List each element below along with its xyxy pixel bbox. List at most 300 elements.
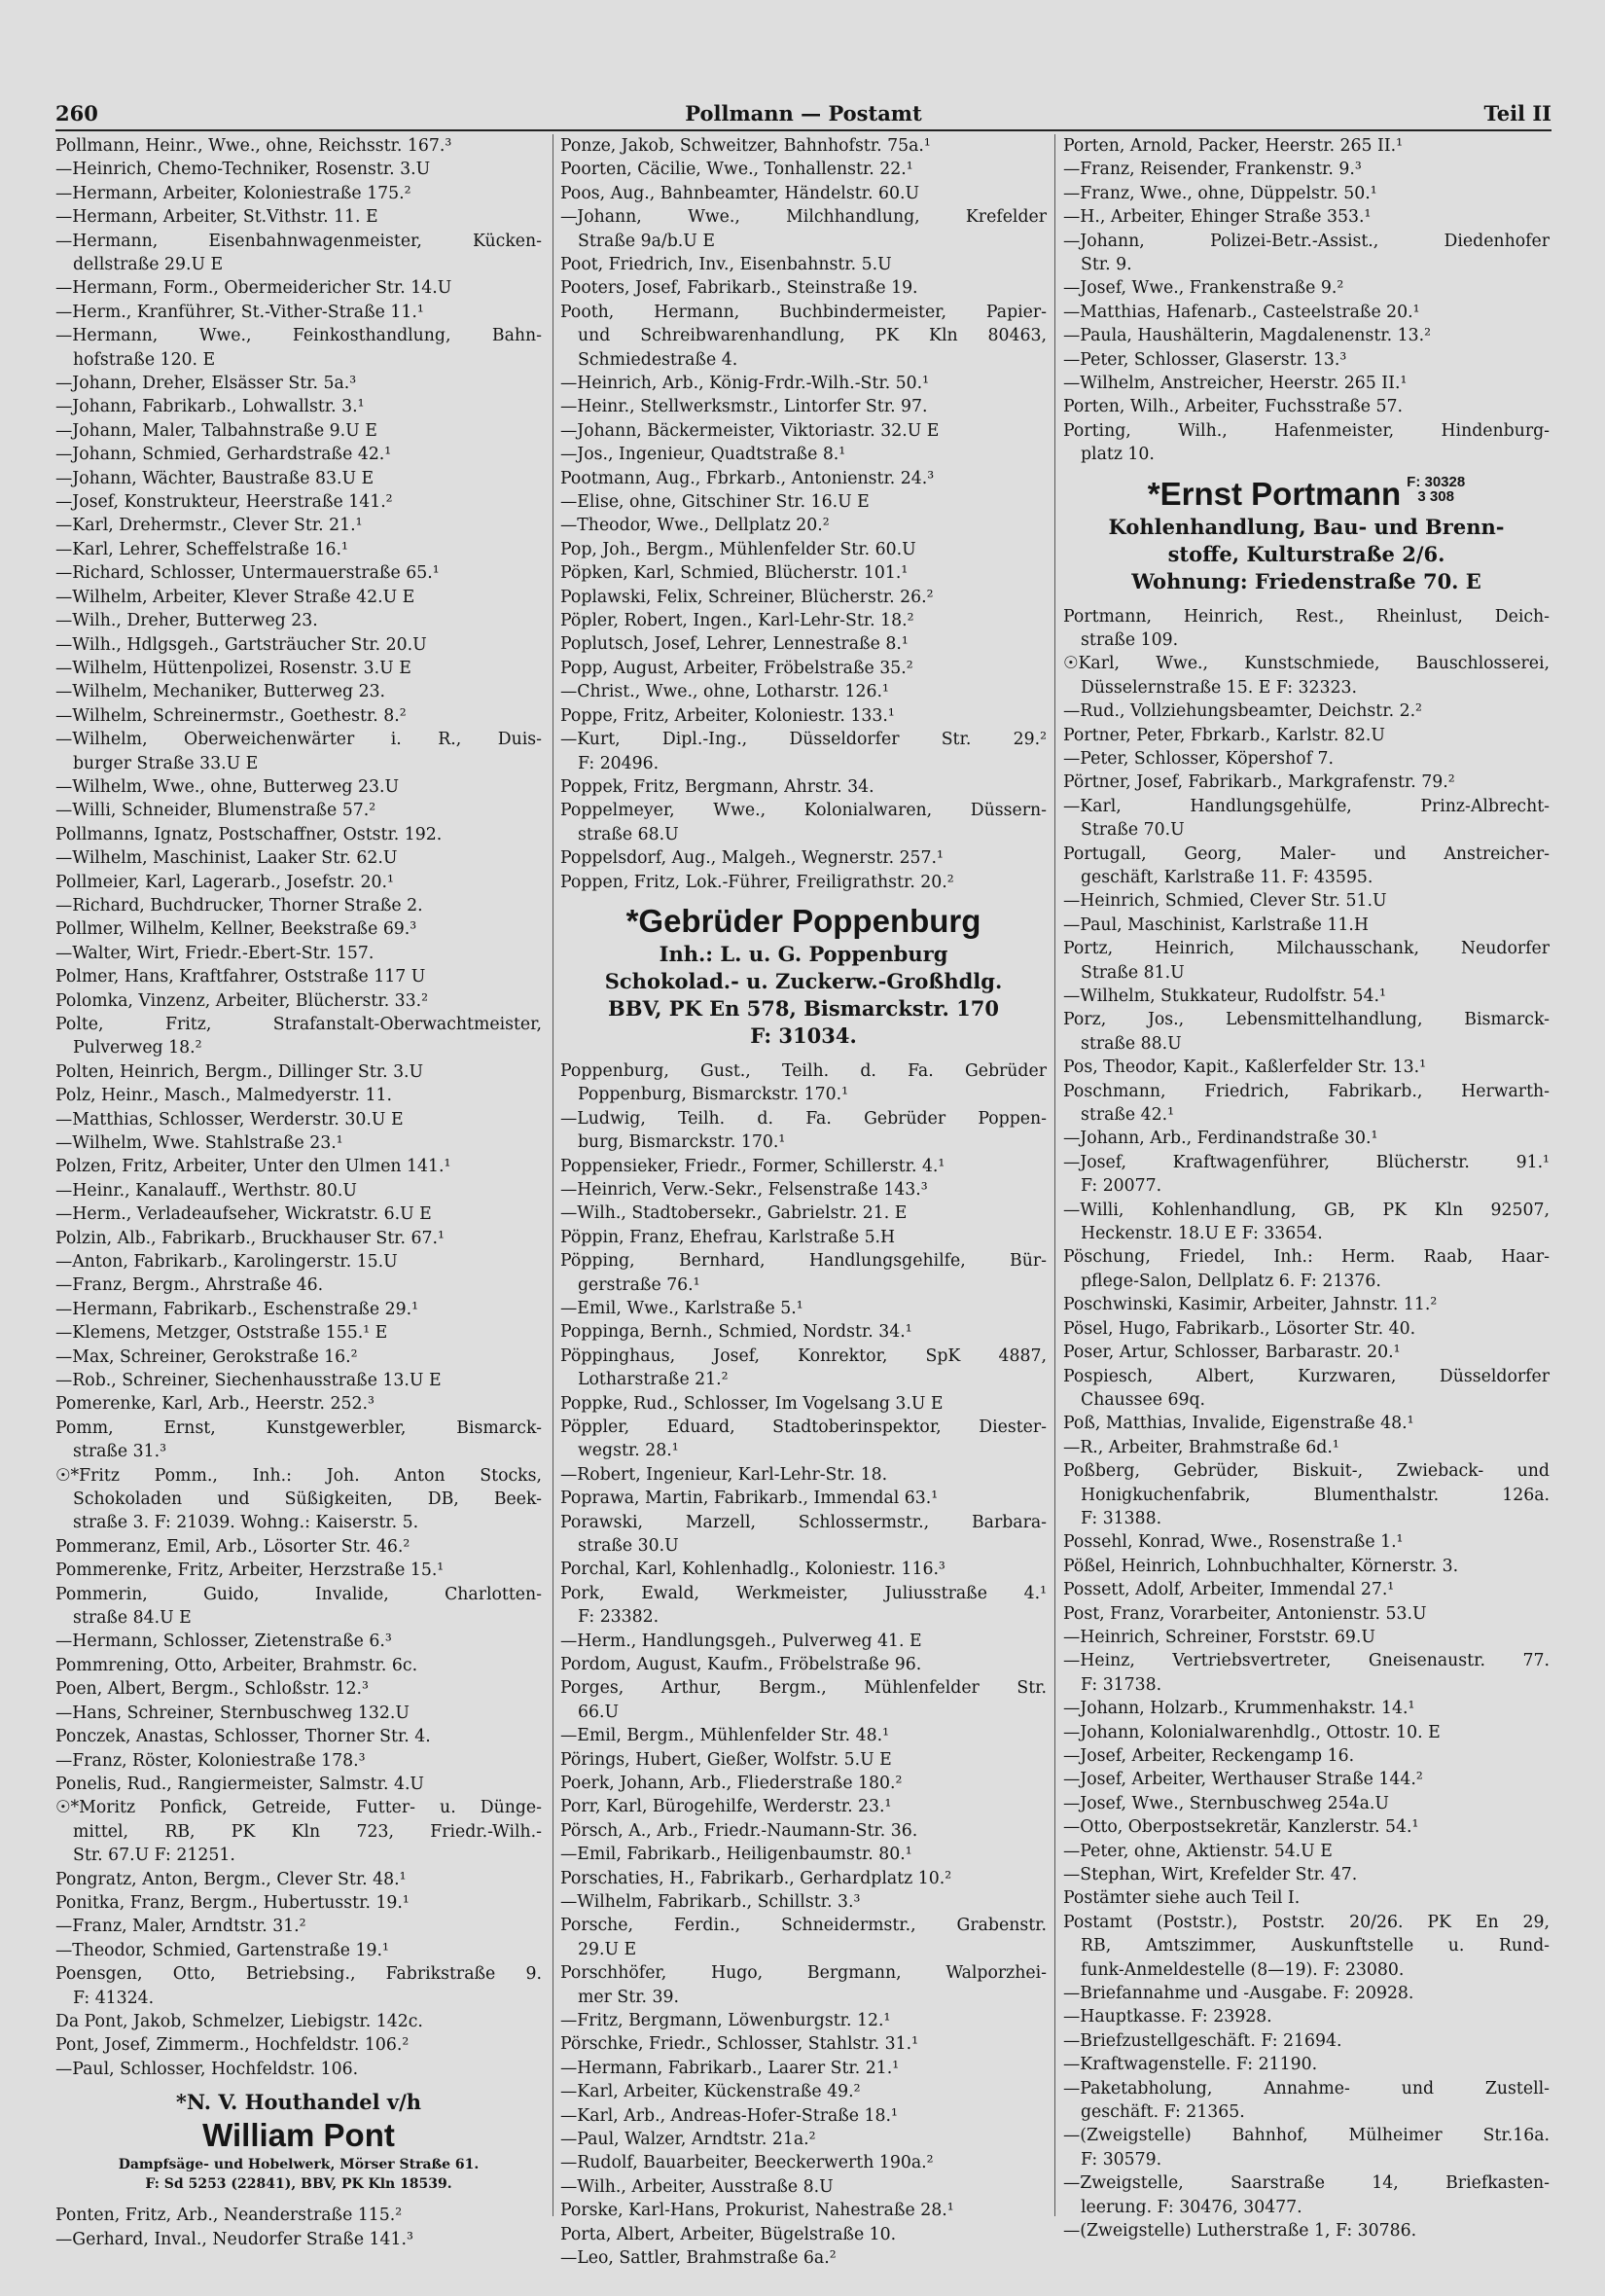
directory-entry: [1063, 1151, 1550, 1199]
directory-entry: [1063, 1815, 1550, 1839]
directory-entry: [560, 514, 1047, 537]
directory-entry: [1063, 985, 1550, 1008]
directory-column-2: [560, 134, 1047, 2270]
directory-entry: [560, 1772, 1047, 1795]
directory-entry: [55, 1962, 542, 2010]
entry-line: Pörings, Hubert, Gießer, Wolfstr. 5.U E: [560, 1749, 892, 1770]
directory-entry: [560, 1914, 1047, 1961]
directory-entry: [55, 799, 542, 822]
directory-entry: [55, 657, 542, 680]
ad-title-text: *Ernst Portmann: [1147, 475, 1402, 512]
entry-line: Pont, Josef, Zimmerm., Hochfeldstr. 106.²: [55, 2035, 410, 2056]
entry-line: straße 3. F: 21039. Wohng.: Kaiserstr. 5.: [73, 1513, 419, 1533]
entry-line: Pollmanns, Ignatz, Postschaffner, Oststr. 192.: [55, 824, 443, 844]
directory-entry: [55, 1868, 542, 1891]
advertisement: [1063, 475, 1550, 595]
ad-title-text: *Gebrüder Poppenburg: [625, 902, 981, 939]
directory-entry: [55, 1131, 542, 1155]
directory-entry: [1063, 276, 1550, 300]
directory-entry: [1063, 914, 1550, 937]
directory-entry: [1063, 134, 1550, 158]
entry-line: F: 30579.: [1081, 2149, 1162, 2170]
directory-entry: [55, 1725, 542, 1748]
entry-line: mer Str. 39.: [578, 1987, 679, 2007]
directory-entry: [55, 680, 542, 703]
directory-entry: [1063, 2219, 1550, 2242]
directory-entry: [1063, 1056, 1550, 1079]
directory-entry: [560, 1653, 1047, 1676]
entry-line: Porchal, Karl, Kohlenhadlg., Koloniestr. 116.³: [560, 1560, 945, 1580]
entry-line: straße 30.U: [578, 1535, 679, 1556]
directory-entry: [55, 205, 542, 229]
column-divider: [1054, 134, 1055, 2216]
directory-entry: [560, 1107, 1047, 1155]
entry-line: Porta, Albert, Arbeiter, Bügelstraße 10.: [560, 2224, 897, 2244]
entry-line: Düsselernstraße 15. E F: 32323.: [1081, 677, 1357, 698]
directory-entry: [55, 917, 542, 941]
directory-entry: [560, 704, 1047, 728]
directory-entry: [560, 2057, 1047, 2080]
ad-title: [55, 2116, 542, 2155]
entry-line: Poppenburg, Gust., Teilh. d. Fa. Gebrüder: [560, 1060, 1047, 1081]
ad-phone: [1407, 475, 1465, 504]
entry-line: —Rud., Vollziehungsbeamter, Deichstr. 2.²: [1063, 701, 1422, 722]
directory-entry: [1063, 1080, 1550, 1128]
directory-entry: [55, 490, 542, 514]
directory-entry: [560, 1676, 1047, 1724]
entry-line: —Hermann, Arbeiter, Koloniestraße 175.²: [55, 183, 411, 203]
entry-line: F: 31388.: [1081, 1508, 1162, 1528]
directory-entry: [55, 1702, 542, 1725]
entry-line: —Johann, Wächter, Baustraße 83.U E: [55, 468, 374, 488]
entry-line: —Jos., Ingenieur, Quadtstraße 8.¹: [560, 445, 846, 465]
directory-entry: [1063, 937, 1550, 985]
directory-entry: [1063, 724, 1550, 747]
entry-line: Polzen, Fritz, Arbeiter, Unter den Ulmen 141.¹: [55, 1157, 451, 1177]
entry-line: —Johann, Arb., Ferdinandstraße 30.¹: [1063, 1129, 1378, 1149]
entry-line: Pörschke, Friedr., Schlosser, Stahlstr. 31.¹: [560, 2034, 919, 2055]
entry-line: —Franz, Bergm., Ahrstraße 46.: [55, 1275, 324, 1296]
entry-line: —Karl, Arb., Andreas-Hofer-Straße 18.¹: [560, 2105, 898, 2126]
entry-line: Str. 9.: [1081, 255, 1132, 275]
directory-entry: [560, 1748, 1047, 1772]
directory-entry: [560, 1487, 1047, 1510]
entry-line: —Theodor, Wwe., Dellplatz 20.²: [560, 516, 830, 536]
entry-line: Pomerenke, Karl, Arb., Heerstr. 252.³: [55, 1394, 374, 1415]
directory-entry: [1063, 158, 1550, 181]
entry-line: —Wilhelm, Fabrikarb., Schillstr. 3.³: [560, 1892, 861, 1913]
entry-line: —Wilhelm, Mechaniker, Butterweg 23.: [55, 682, 386, 702]
entry-line: —Paul, Maschinist, Karlstraße 11.H: [1063, 915, 1369, 935]
directory-entry: [560, 395, 1047, 418]
directory-entry: [560, 2175, 1047, 2199]
entry-line: Ponczek, Anastas, Schlosser, Thorner Str. 4.: [55, 1727, 431, 1747]
entry-line: Poppelsdorf, Aug., Malgeh., Wegnerstr. 257.¹: [560, 848, 944, 869]
entry-line: Porz, Jos., Lebensmittelhandlung, Bismarck-: [1063, 1010, 1550, 1030]
entry-line: —Gerhard, Inval., Neudorfer Straße 141.³: [55, 2229, 413, 2249]
directory-entry: [55, 1013, 542, 1060]
entry-line: —Briefzustellgeschäft. F: 21694.: [1063, 2030, 1342, 2051]
ad-line: BBV, PK En 578, Bismarckstr. 170: [607, 995, 1000, 1021]
directory-entry: [560, 1392, 1047, 1416]
directory-entry: [55, 230, 542, 277]
entry-line: Portugall, Georg, Maler- und Anstreicher-: [1063, 843, 1550, 864]
directory-entry: [560, 1582, 1047, 1630]
entry-line: —Franz, Maler, Arndtstr. 31.²: [55, 1917, 306, 1937]
directory-entry: [55, 182, 542, 205]
entry-line: straße 84.U E: [73, 1608, 192, 1629]
entry-line: F: 20077.: [1081, 1176, 1162, 1197]
directory-entry: [55, 1677, 542, 1701]
directory-entry: [55, 1155, 542, 1178]
directory-entry: [560, 1843, 1047, 1866]
entry-line: —Josef, Wwe., Sternbuschweg 254a.U: [1063, 1793, 1389, 1813]
entry-line: —Kurt, Dipl.-Ing., Düsseldorfer Str. 29.²: [560, 730, 1047, 750]
entry-line: —Josef, Konstrukteur, Heerstraße 141.²: [55, 492, 393, 513]
directory-entry: [560, 1463, 1047, 1487]
directory-entry: [55, 2228, 542, 2251]
entry-line: Porschaties, H., Fabrikarb., Gerhardplatz 10.²: [560, 1868, 952, 1888]
directory-entry: [560, 680, 1047, 703]
entry-line: Polten, Heinrich, Bergm., Dillinger Str. 3.U: [55, 1061, 424, 1082]
directory-entry: [560, 1630, 1047, 1653]
entry-line: —Josef, Arbeiter, Reckengamp 16.: [1063, 1745, 1355, 1766]
entry-line: —Hermann, Fabrikarb., Eschenstraße 29.¹: [55, 1299, 419, 1319]
entry-line: —Wilhelm, Oberweichenwärter i. R., Duis-: [55, 730, 542, 750]
entry-line: —Johann, Kolonialwarenhdlg., Ottostr. 10. E: [1063, 1722, 1441, 1742]
directory-entry: [55, 775, 542, 799]
directory-entry: [1063, 1768, 1550, 1791]
entry-line: —Wilh., Hdlgsgeh., Gartsträucher Str. 20.U: [55, 634, 427, 655]
page-header: [55, 101, 1552, 128]
entry-line: F: 41324.: [73, 1988, 155, 2008]
entry-line: —Wilhelm, Arbeiter, Klever Straße 42.U E: [55, 587, 415, 607]
entry-line: Polz, Heinr., Masch., Malmedyerstr. 11.: [55, 1086, 392, 1106]
entry-line: Straße 81.U: [1081, 962, 1185, 983]
directory-entry: [560, 1819, 1047, 1843]
directory-entry: [1063, 1555, 1550, 1578]
entry-line: Poot, Friedrich, Inv., Eisenbahnstr. 5.U: [560, 255, 892, 275]
directory-entry: [1063, 395, 1550, 418]
directory-entry: [55, 871, 542, 894]
directory-entry: [1063, 700, 1550, 723]
entry-line: —Wilhelm, Wwe. Stahlstraße 23.¹: [55, 1133, 343, 1153]
directory-entry: [1063, 2124, 1550, 2171]
entry-line: Straße 70.U: [1081, 820, 1185, 841]
directory-entry: [560, 2246, 1047, 2270]
directory-entry: [560, 2104, 1047, 2128]
entry-line: Porschhöfer, Hugo, Bergmann, Walporzhei-: [560, 1963, 1047, 1984]
entry-line: Straße 9a/b.U E: [578, 231, 715, 251]
directory-entry: [55, 1369, 542, 1392]
entry-line: F: 20496.: [578, 753, 660, 773]
entry-line: Pörtner, Josef, Fabrikarb., Markgrafenstr. 79.²: [1063, 772, 1455, 793]
directory-entry: [1063, 843, 1550, 890]
directory-entry: [560, 1202, 1047, 1225]
entry-line: —Johann, Schmied, Gerhardstraße 42.¹: [55, 445, 392, 465]
directory-entry: [560, 632, 1047, 656]
directory-entry: [560, 846, 1047, 870]
entry-line: Pordom, August, Kaufm., Fröbelstraße 96.: [560, 1654, 922, 1674]
directory-entry: [55, 1654, 542, 1677]
entry-line: Poppelmeyer, Wwe., Kolonialwaren, Düssern-: [560, 801, 1047, 821]
entry-line: Polzin, Alb., Fabrikarb., Bruckhauser Str. 67.¹: [55, 1228, 445, 1248]
entry-line: Popp, August, Arbeiter, Fröbelstraße 35.²: [560, 658, 913, 678]
entry-line: Polmer, Hans, Kraftfahrer, Oststraße 117 U: [55, 967, 426, 987]
entry-line: Poen, Albert, Bergm., Schloßstr. 12.³: [55, 1679, 369, 1700]
entry-line: —Otto, Oberpostsekretär, Kanzlerstr. 54.¹: [1063, 1817, 1419, 1838]
entry-line: Pöschung, Friedel, Inh.: Herm. Raab, Haar-: [1063, 1247, 1550, 1268]
directory-entry: [55, 538, 542, 561]
entry-line: Poschwinski, Kasimir, Arbeiter, Jahnstr. 11.²: [1063, 1295, 1438, 1315]
entry-line: Porten, Wilh., Arbeiter, Fuchsstraße 57.: [1063, 397, 1403, 417]
entry-line: Poschmann, Friedrich, Fabrikarb., Herwarth-: [1063, 1081, 1550, 1101]
directory-entry: [560, 1724, 1047, 1747]
entry-line: —Matthias, Hafenarb., Casteelstraße 20.¹: [1063, 302, 1420, 322]
entry-line: RB, Amtszimmer, Auskunftstelle u. Rund-: [1081, 1936, 1550, 1956]
entry-line: Porten, Arnold, Packer, Heerstr. 265 II.¹: [1063, 136, 1404, 156]
entry-line: Poppinga, Bernh., Schmied, Nordstr. 34.¹: [560, 1322, 912, 1343]
directory-entry: [55, 1321, 542, 1345]
entry-line: —(Zweigstelle) Lutherstraße 1, F: 30786.: [1063, 2220, 1417, 2241]
entry-line: —Paul, Walzer, Arndtstr. 21a.²: [560, 2130, 816, 2150]
directory-entry: [55, 942, 542, 965]
entry-line: straße 88.U: [1081, 1033, 1182, 1054]
entry-line: F: 23382.: [578, 1607, 660, 1628]
directory-entry: [55, 467, 542, 490]
entry-line: Poppenburg, Bismarckstr. 170.¹: [578, 1085, 849, 1105]
directory-entry: [55, 633, 542, 657]
entry-line: —Johann, Maler, Talbahnstraße 9.U E: [55, 420, 377, 441]
directory-entry: [560, 1297, 1047, 1320]
entry-line: Heckenstr. 18.U E F: 33654.: [1081, 1224, 1323, 1244]
directory-entry: [55, 1392, 542, 1416]
entry-line: platz 10.: [1081, 445, 1155, 465]
entry-line: Pöppin, Franz, Ehefrau, Karlstraße 5.H: [560, 1227, 896, 1247]
directory-entry: [55, 395, 542, 418]
directory-entry: [55, 704, 542, 728]
directory-entry: [55, 134, 542, 158]
directory-entry: [55, 372, 542, 395]
entry-line: funk-Anmeldestelle (8—19). F: 23080.: [1081, 1959, 1405, 1980]
directory-entry: [560, 467, 1047, 490]
page-number: 260: [55, 101, 98, 126]
entry-line: gerstraße 76.¹: [578, 1274, 700, 1295]
directory-entry: [560, 1059, 1047, 1107]
entry-line: hofstraße 120. E: [73, 349, 216, 370]
entry-line: —Elise, ohne, Gitschiner Str. 16.U E: [560, 492, 870, 513]
directory-entry: [55, 894, 542, 917]
directory-entry: [1063, 1459, 1550, 1530]
directory-entry: [55, 1915, 542, 1938]
entry-line: —Josef, Arbeiter, Werthauser Straße 144.²: [1063, 1770, 1423, 1790]
entry-line: Porsche, Ferdin., Schneidermstr., Grabenstr.: [560, 1916, 1047, 1936]
entry-line: —H., Arbeiter, Ehinger Straße 353.¹: [1063, 207, 1372, 228]
directory-entry: [1063, 1911, 1550, 1982]
entry-line: burger Straße 33.U E: [73, 753, 259, 773]
entry-line: Porske, Karl-Hans, Prokurist, Nahestraße 28.¹: [560, 2201, 954, 2221]
entry-line: leerung. F: 30476, 30477.: [1081, 2197, 1302, 2217]
entry-line: —Richard, Buchdrucker, Thorner Straße 2.: [55, 895, 423, 915]
directory-entry: [1063, 1127, 1550, 1150]
entry-line: —Josef, Kraftwagenführer, Blücherstr. 91.¹: [1063, 1152, 1550, 1172]
directory-entry: [55, 419, 542, 443]
directory-entry: [560, 1249, 1047, 1297]
directory-entry: [1063, 2077, 1550, 2125]
entry-line: Pomm, Ernst, Kunstgewerbler, Bismarck-: [55, 1417, 542, 1438]
entry-line: straße 42.¹: [1081, 1105, 1175, 1126]
entry-line: —Wilh., Stadtobersekr., Gabrielstr. 21. E: [560, 1203, 908, 1224]
directory-entry: [55, 1417, 542, 1464]
entry-line: —Johann, Dreher, Elsässer Str. 5a.³: [55, 374, 357, 394]
part-label: Teil II: [1483, 101, 1552, 126]
entry-line: —Hermann, Schlosser, Zietenstraße 6.³: [55, 1632, 392, 1652]
directory-entry: [1063, 2171, 1550, 2219]
header-rule: [55, 129, 1552, 131]
ad-prefix: *N. V. Houthandel v/h: [175, 2090, 422, 2115]
directory-entry: [560, 158, 1047, 181]
entry-line: —Peter, Schlosser, Glaserstr. 13.³: [1063, 349, 1347, 370]
entry-line: —Heinrich, Verw.-Sekr., Felsenstraße 143.³: [560, 1179, 928, 1200]
directory-entry: [1063, 771, 1550, 794]
directory-entry: [560, 538, 1047, 561]
advertisement: [560, 902, 1047, 1050]
entry-line: Poppke, Rud., Schlosser, Im Vogelsang 3.U E: [560, 1393, 944, 1414]
directory-entry: [1063, 1530, 1550, 1554]
entry-line: Pospiesch, Albert, Kurzwaren, Düsseldorfer: [1063, 1366, 1550, 1386]
entry-line: —Johann, Polizei-Betr.-Assist., Diedenhofer: [1063, 231, 1550, 251]
directory-entry: [1063, 1886, 1550, 1910]
directory-entry: [560, 2080, 1047, 2103]
entry-line: —Rob., Schreiner, Siechenhausstraße 13.U E: [55, 1371, 442, 1391]
ad-line: Schokolad.- u. Zuckerw.-Großhdlg.: [604, 968, 1003, 993]
ad-phone-number: F: 30328: [1407, 473, 1466, 490]
ad-line: Kohlenhandlung, Bau- und Brenn-: [1108, 514, 1505, 539]
directory-entry: [560, 443, 1047, 466]
directory-entry: [1063, 1293, 1550, 1316]
entry-line: —Johann, Fabrikarb., Lohwallstr. 3.¹: [55, 397, 365, 417]
directory-entry: [55, 324, 542, 372]
directory-entry: [1063, 1412, 1550, 1435]
entry-line: straße 109.: [1081, 630, 1179, 651]
ad-line: Dampfsäge- und Hobelwerk, Mörser Straße 61.: [118, 2157, 480, 2173]
entry-line: —Klemens, Metzger, Oststraße 155.¹ E: [55, 1323, 388, 1344]
directory-entry: [560, 1961, 1047, 2009]
entry-line: —Josef, Wwe., Frankenstraße 9.²: [1063, 278, 1344, 299]
directory-entry: [560, 490, 1047, 514]
directory-entry: [55, 1084, 542, 1107]
directory-entry: [55, 561, 542, 585]
directory-entry: [560, 1226, 1047, 1249]
entry-line: Pommrening, Otto, Arbeiter, Brahmstr. 6c.: [55, 1655, 418, 1675]
directory-entry: [1063, 889, 1550, 913]
entry-line: Portmann, Heinrich, Rest., Rheinlust, Deich-: [1063, 606, 1550, 627]
directory-entry: [1063, 1341, 1550, 1364]
entry-line: Possett, Adolf, Arbeiter, Immendal 27.¹: [1063, 1580, 1395, 1600]
directory-entry: [55, 1630, 542, 1653]
entry-line: —Richard, Schlosser, Untermauerstraße 65.¹: [55, 563, 440, 584]
directory-entry: [55, 1345, 542, 1369]
directory-entry: [560, 301, 1047, 372]
directory-entry: [560, 871, 1047, 894]
directory-entry: [1063, 2053, 1550, 2076]
entry-line: Polomka, Vinzenz, Arbeiter, Blücherstr. 33.²: [55, 990, 429, 1011]
entry-line: —Hermann, Arbeiter, St.Vithstr. 11. E: [55, 207, 378, 228]
directory-entry: [560, 2151, 1047, 2174]
entry-line: —Fritz, Bergmann, Löwenburgstr. 12.¹: [560, 2011, 891, 2031]
directory-entry: [55, 609, 542, 632]
entry-line: Pößel, Heinrich, Lohnbuchhalter, Körnerstr. 3.: [1063, 1556, 1459, 1576]
entry-line: —Peter, Schlosser, Köpershof 7.: [1063, 749, 1334, 770]
entry-line: Honigkuchenfabrik, Blumenthalstr. 126a.: [1081, 1485, 1550, 1505]
directory-entry: [1063, 182, 1550, 205]
entry-line: Poppen, Fritz, Lok.-Führer, Freiligrathstr. 20.²: [560, 872, 954, 892]
entry-line: —Wilh., Dreher, Butterweg 23.: [55, 611, 318, 631]
directory-entry: [560, 2032, 1047, 2056]
directory-entry: [560, 2009, 1047, 2032]
entry-line: —R., Arbeiter, Brahmstraße 6d.¹: [1063, 1437, 1339, 1457]
directory-entry: [560, 1320, 1047, 1344]
entry-line: —Wilhelm, Stukkateur, Rudolfstr. 54.¹: [1063, 987, 1386, 1007]
ad-line: stoffe, Kulturstraße 2/6.: [1167, 541, 1445, 566]
directory-entry: [55, 989, 542, 1013]
entry-line: Poos, Aug., Bahnbeamter, Händelstr. 60.U: [560, 183, 920, 203]
entry-line: —Leo, Sattler, Brahmstraße 6a.²: [560, 2248, 837, 2269]
directory-entry: [560, 2223, 1047, 2246]
directory-entry: [560, 1416, 1047, 1463]
entry-line: —Hermann, Form., Obermeidericher Str. 14.U: [55, 278, 452, 299]
entry-line: Postamt (Poststr.), Poststr. 20/26. PK En 29,: [1063, 1912, 1550, 1932]
ad-line: F: Sd 5253 (22841), BBV, PK Kln 18539.: [145, 2176, 452, 2193]
directory-entry: [1063, 1008, 1550, 1056]
entry-line: —Heinr., Stellwerksmstr., Lintorfer Str. 97.: [560, 397, 928, 417]
directory-entry: [55, 1796, 542, 1867]
directory-entry: [560, 657, 1047, 680]
directory-entry: [1063, 1626, 1550, 1649]
directory-entry: [1063, 1365, 1550, 1413]
ad-title: [1063, 475, 1550, 514]
entry-line: —Willi, Kohlenhandlung, GB, PK Kln 92507,: [1063, 1200, 1550, 1220]
entry-line: mittel, RB, PK Kln 723, Friedr.-Wilh.-: [73, 1821, 542, 1842]
directory-entry: [1063, 795, 1550, 843]
entry-line: —Johann, Holzarb., Krummenhakstr. 14.¹: [1063, 1699, 1415, 1719]
directory-entry: [1063, 1245, 1550, 1293]
entry-line: Pongratz, Anton, Bergm., Clever Str. 48.¹: [55, 1869, 407, 1889]
entry-line: —Stephan, Wirt, Krefelder Str. 47.: [1063, 1864, 1358, 1884]
entry-line: —Emil, Fabrikarb., Heiligenbaumstr. 80.¹: [560, 1845, 912, 1865]
directory-entry: [1063, 2005, 1550, 2028]
directory-entry: [560, 182, 1047, 205]
entry-line: Poplawski, Felix, Schreiner, Blücherstr. 26.²: [560, 587, 934, 607]
entry-line: —(Zweigstelle) Bahnhof, Mülheimer Str.16a.: [1063, 2126, 1550, 2146]
directory-entry: [560, 1155, 1047, 1178]
directory-entry: [1063, 747, 1550, 771]
directory-entry: [1063, 1317, 1550, 1341]
entry-line: Poßberg, Gebrüder, Biskuit-, Zwieback- und: [1063, 1461, 1550, 1482]
entry-line: 29.U E: [578, 1939, 637, 1959]
entry-line: Poensgen, Otto, Betriebsing., Fabrikstraße 9.: [55, 1964, 542, 1985]
entry-line: Pöpping, Bernhard, Handlungsgehilfe, Bür-: [560, 1251, 1047, 1272]
directory-entry: [560, 419, 1047, 443]
entry-line: —Karl, Drehermstr., Clever Str. 21.¹: [55, 516, 363, 536]
entry-line: Polte, Fritz, Strafanstalt-Oberwachtmeister,: [55, 1014, 542, 1034]
entry-line: Pommerin, Guido, Invalide, Charlotten-: [55, 1584, 542, 1604]
directory-entry: [560, 561, 1047, 585]
entry-line: Pork, Ewald, Werkmeister, Juliusstraße 4.¹: [560, 1583, 1047, 1603]
entry-line: —Hermann, Eisenbahnwagenmeister, Kücken-: [55, 231, 542, 251]
directory-entry: [55, 728, 542, 775]
entry-line: ☉*Moritz Ponfick, Getreide, Futter- u. Dünge-: [55, 1798, 542, 1818]
